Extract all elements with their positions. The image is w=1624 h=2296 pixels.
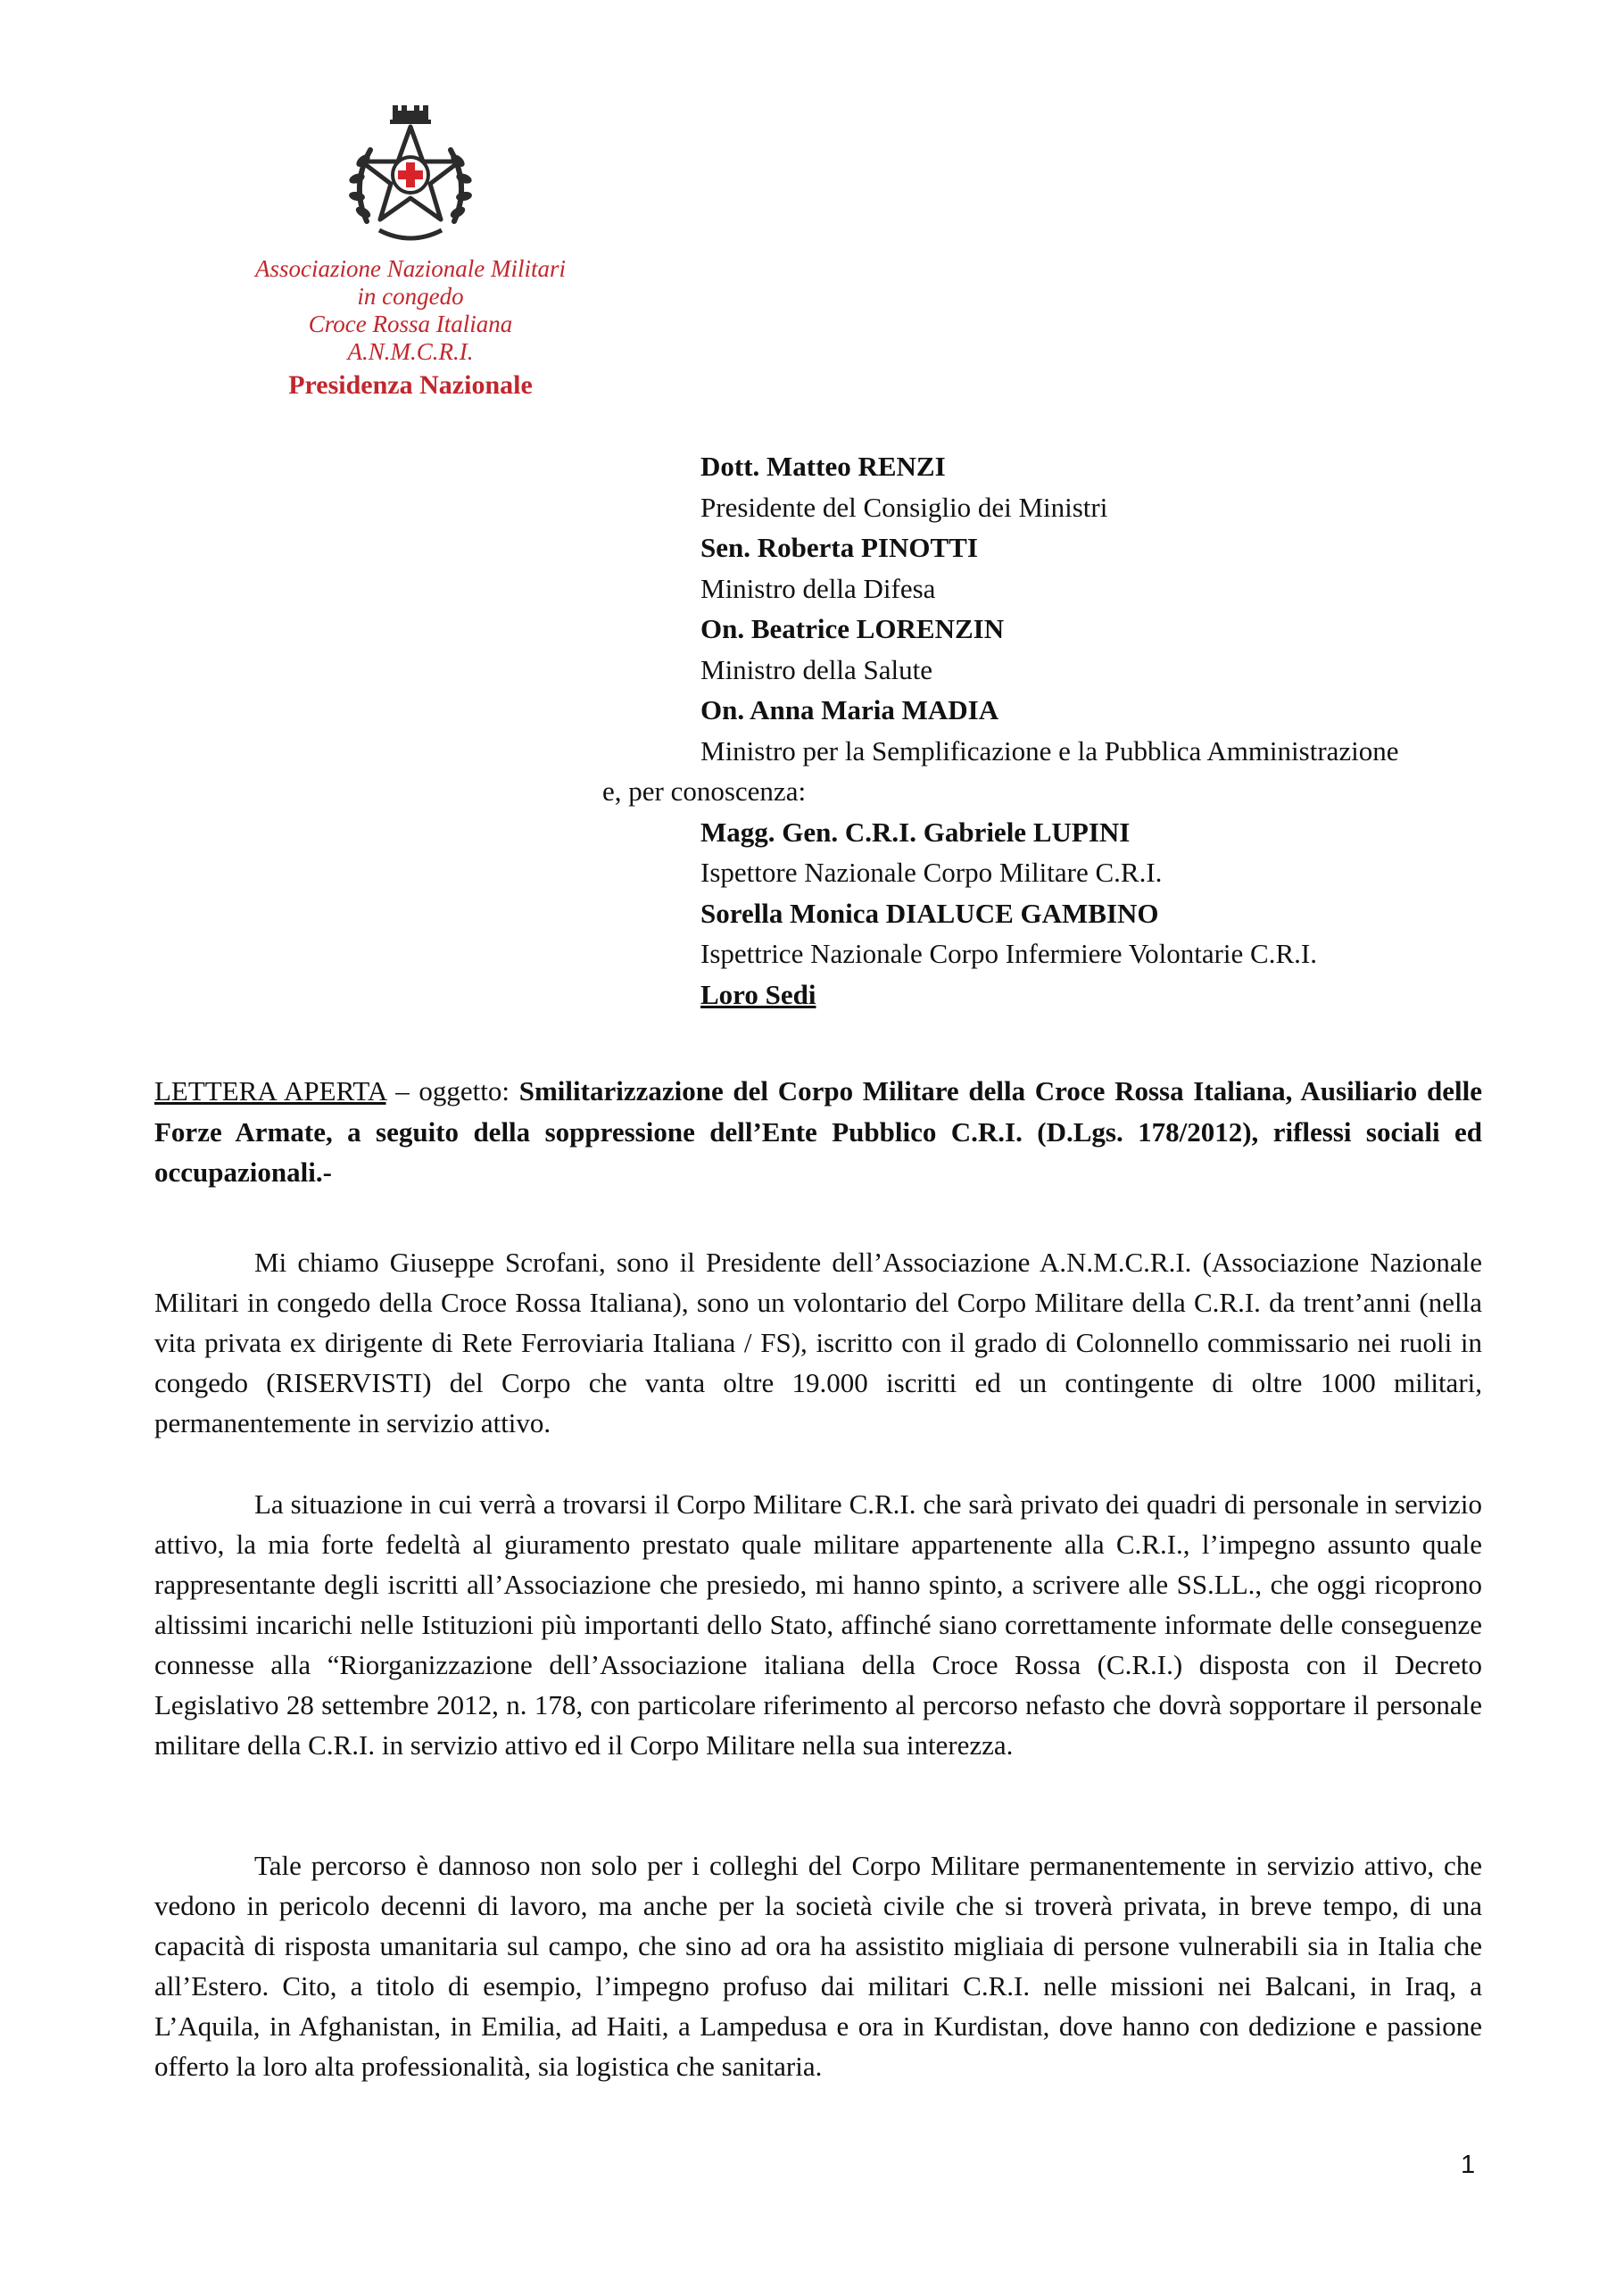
recipient-block [602, 446, 1504, 1015]
recipient-name: On. Beatrice LORENZIN [700, 613, 1005, 644]
cc-recipient-name: Magg. Gen. C.R.I. Gabriele LUPINI [700, 816, 1131, 848]
recipient-role: Ministro della Difesa [700, 572, 936, 604]
subject-connector: – oggetto: [385, 1075, 519, 1107]
body-paragraph-2: La situazione in cui verrà a trovarsi il Corpo Militare C.R.I. che sarà privato dei quadri di personale in servizio attivo, la mia forte fedeltà al giuramento prestato quale militare appartenente alla C.R.I., l’impegno assunto quale rappresentante degli iscritti all’Associazione che presiedo, mi hanno spinto, a scrivere alle SS.LL., che oggi ricoprono altissimi incarichi nelle Istituzioni più importanti dello Stato, affinché siano correttamente informate delle conseguenze connesse alla “Riorganizzazione dell’Associazione italiana della Croce Rossa (C.R.I.) disposta con il Decreto Legislativo 28 settembre 2012, n. 178, con particolare riferimento al percorso nefasto che dovrà sopportare il personale militare della C.R.I. in servizio attivo ed il Corpo Militare nella sua interezza. [154, 1488, 1482, 1761]
loro-sedi: Loro Sedi [700, 978, 816, 1010]
org-name-line3: Croce Rossa Italiana [308, 311, 513, 337]
subject-line [154, 1071, 1482, 1193]
subject-label: LETTERA APERTA [154, 1075, 386, 1107]
subject-text: Smilitarizzazione del Corpo Militare della Croce Rossa Italiana, Ausiliario delle Forze Armate, a seguito della soppressione dell’Ente Pubblico C.R.I. (D.Lgs. 178/2012), riflessi sociali ed occupazionali.- [154, 1075, 1482, 1188]
body-paragraph-1: Mi chiamo Giuseppe Scrofani, sono il Presidente dell’Associazione A.N.M.C.R.I. (Associazione Nazionale Militari in congedo della Croce Rossa Italiana), sono un volontario del Corpo Militare della C.R.I. da trent’anni (nella vita privata ex dirigente di Rete Ferroviaria Italiana / FS), iscritto con il grado di Colonnello commissario nei ruoli in congedo (RISERVISTI) del Corpo che vanta oltre 19.000 iscritti ed un contingente di oltre 1000 militari, permanentemente in servizio attivo. [154, 1247, 1482, 1438]
org-name-line2: in congedo [357, 283, 464, 310]
cc-label: e, per conoscenza: [602, 775, 807, 807]
org-office: Presidenza Nazionale [288, 370, 533, 400]
org-acronym: A.N.M.C.R.I. [347, 338, 474, 365]
cc-recipient-role: Ispettrice Nazionale Corpo Infermiere Volontarie C.R.I. [700, 938, 1317, 969]
page-number: 1 [1461, 2151, 1476, 2179]
org-name-line1: Associazione Nazionale Militari [255, 255, 566, 282]
recipient-name: On. Anna Maria MADIA [700, 694, 999, 725]
cc-recipient-role: Ispettore Nazionale Corpo Militare C.R.I. [700, 857, 1163, 888]
recipient-role: Presidente del Consiglio dei Ministri [700, 491, 1108, 523]
body-paragraph-3: Tale percorso è dannoso non solo per i colleghi del Corpo Militare permanentemente in servizio attivo, che vedono in pericolo decenni di lavoro, ma anche per la società civile che si troverà privata, in breve tempo, di una capacità di risposta umanitaria sul campo, che sino ad ora ha assistito migliaia di persone vulnerabili sia in Italia che all’Estero. Cito, a titolo di esempio, l’impegno profuso dai militari C.R.I. nelle missioni nei Balcani, in Iraq, a L’Aquila, in Afghanistan, in Emilia, ad Haiti, a Lampedusa e ora in Kurdistan, dove hanno con dedizione e passione offerto la loro alta professionalità, sia logistica che sanitaria. [154, 1850, 1482, 2082]
letterhead [228, 105, 593, 403]
cc-recipient-name: Sorella Monica DIALUCE GAMBINO [700, 897, 1159, 929]
recipient-name: Sen. Roberta PINOTTI [700, 532, 978, 563]
recipient-role: Ministro della Salute [700, 653, 933, 685]
recipient-name: Dott. Matteo RENZI [700, 451, 946, 482]
recipient-role: Ministro per la Semplificazione e la Pubblica Amministrazione [700, 734, 1399, 767]
red-cross-star-crest-icon [344, 105, 477, 248]
